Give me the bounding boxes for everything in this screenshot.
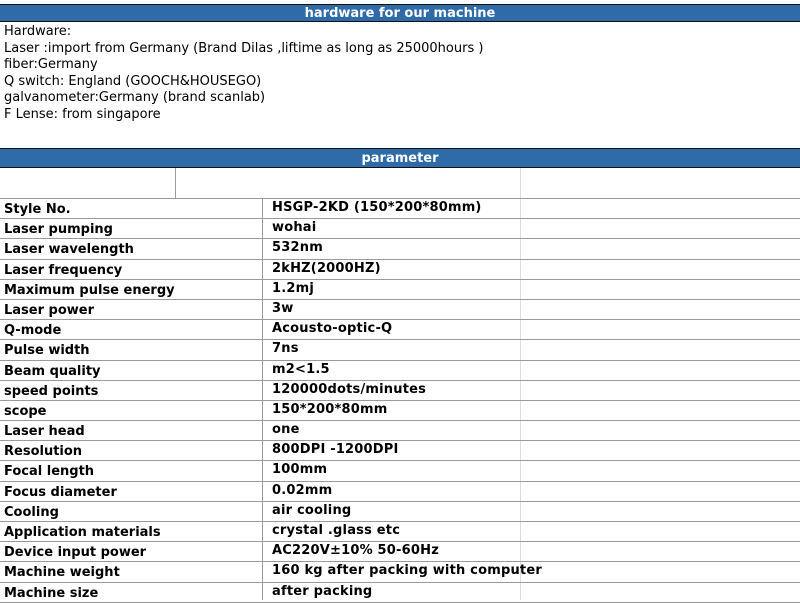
- parameter-label: Focus diameter: [4, 484, 117, 500]
- parameter-label: Laser wavelength: [4, 242, 134, 258]
- parameter-row: [0, 522, 800, 542]
- parameter-value: crystal .glass etc: [272, 523, 401, 538]
- parameter-row: [0, 401, 800, 421]
- parameter-row: [0, 502, 800, 522]
- parameter-value: 532nm: [272, 240, 323, 256]
- parameter-row: [0, 482, 800, 502]
- parameter-header: parameter: [0, 148, 800, 168]
- parameter-value: 160 kg after packing with computer: [272, 563, 542, 579]
- parameter-label: Focal length: [4, 464, 95, 480]
- parameter-value: 3w: [272, 300, 294, 316]
- hardware-line-laser: Laser :import from Germany (Brand Dilas ,liftime as long as 25000hours ): [4, 40, 484, 56]
- parameter-table: [0, 168, 800, 603]
- parameter-label: Resolution: [4, 444, 83, 460]
- parameter-value: m2<1.5: [272, 361, 330, 377]
- hardware-title: Hardware:: [4, 24, 72, 39]
- parameter-value: 7ns: [272, 341, 299, 357]
- parameter-row: [0, 219, 800, 239]
- parameter-label: Machine size: [4, 585, 99, 601]
- hardware-line-flense: F Lense: from singapore: [4, 106, 161, 122]
- parameter-row: [0, 562, 800, 582]
- parameter-label: Device input power: [4, 545, 147, 561]
- hardware-line-galvanometer: galvanometer:Germany (brand scanlab): [4, 90, 266, 106]
- parameter-label: Cooling: [4, 504, 59, 520]
- parameter-label: speed points: [4, 383, 99, 399]
- parameter-label: Laser frequency: [4, 262, 123, 278]
- parameter-value: 2kHZ(2000HZ): [272, 260, 381, 276]
- parameter-row: [0, 441, 800, 461]
- parameter-label: Laser pumping: [4, 222, 113, 238]
- parameter-value: 1.2mj: [272, 280, 315, 296]
- hardware-line-fiber: fiber:Germany: [4, 57, 98, 73]
- parameter-value: one: [272, 422, 300, 438]
- parameter-value: HSGP-2KD (150*200*80mm): [272, 200, 482, 215]
- parameter-row: [0, 381, 800, 401]
- empty-row: [0, 168, 800, 199]
- parameter-value: Acousto-optic-Q: [272, 321, 393, 337]
- parameter-row: [0, 340, 800, 360]
- parameter-row: [0, 199, 800, 219]
- parameter-row: [0, 300, 800, 320]
- parameter-value: 0.02mm: [272, 482, 333, 498]
- parameter-row: [0, 421, 800, 441]
- parameter-row: [0, 542, 800, 562]
- parameter-value: wohai: [272, 220, 317, 236]
- parameter-label: Beam quality: [4, 363, 101, 379]
- parameter-row: [0, 320, 800, 340]
- parameter-label: Style No.: [4, 202, 71, 217]
- parameter-label: Maximum pulse energy: [4, 282, 175, 298]
- parameter-value: after packing: [272, 583, 373, 599]
- parameter-value: 150*200*80mm: [272, 401, 388, 417]
- parameter-value: 120000dots/minutes: [272, 381, 427, 397]
- hardware-line-qswitch: Q switch: England (GOOCH&HOUSEGO): [4, 73, 262, 89]
- parameter-row: [0, 280, 800, 300]
- parameter-value: 100mm: [272, 462, 328, 478]
- parameter-label: Application materials: [4, 525, 161, 540]
- parameter-row: [0, 260, 800, 280]
- parameter-value: air cooling: [272, 502, 352, 518]
- parameter-value: 800DPI -1200DPI: [272, 442, 399, 458]
- parameter-row: [0, 239, 800, 259]
- parameter-label: scope: [4, 403, 47, 419]
- parameter-label: Machine weight: [4, 565, 120, 581]
- hardware-header: hardware for our machine: [0, 4, 800, 22]
- parameter-label: Pulse width: [4, 343, 90, 359]
- parameter-label: Laser head: [4, 424, 85, 440]
- parameter-row: [0, 361, 800, 381]
- parameter-label: Laser power: [4, 302, 95, 318]
- parameter-row: [0, 461, 800, 481]
- hardware-section: [4, 24, 794, 124]
- parameter-value: AC220V±10% 50-60Hz: [272, 543, 439, 559]
- parameter-label: Q-mode: [4, 323, 62, 339]
